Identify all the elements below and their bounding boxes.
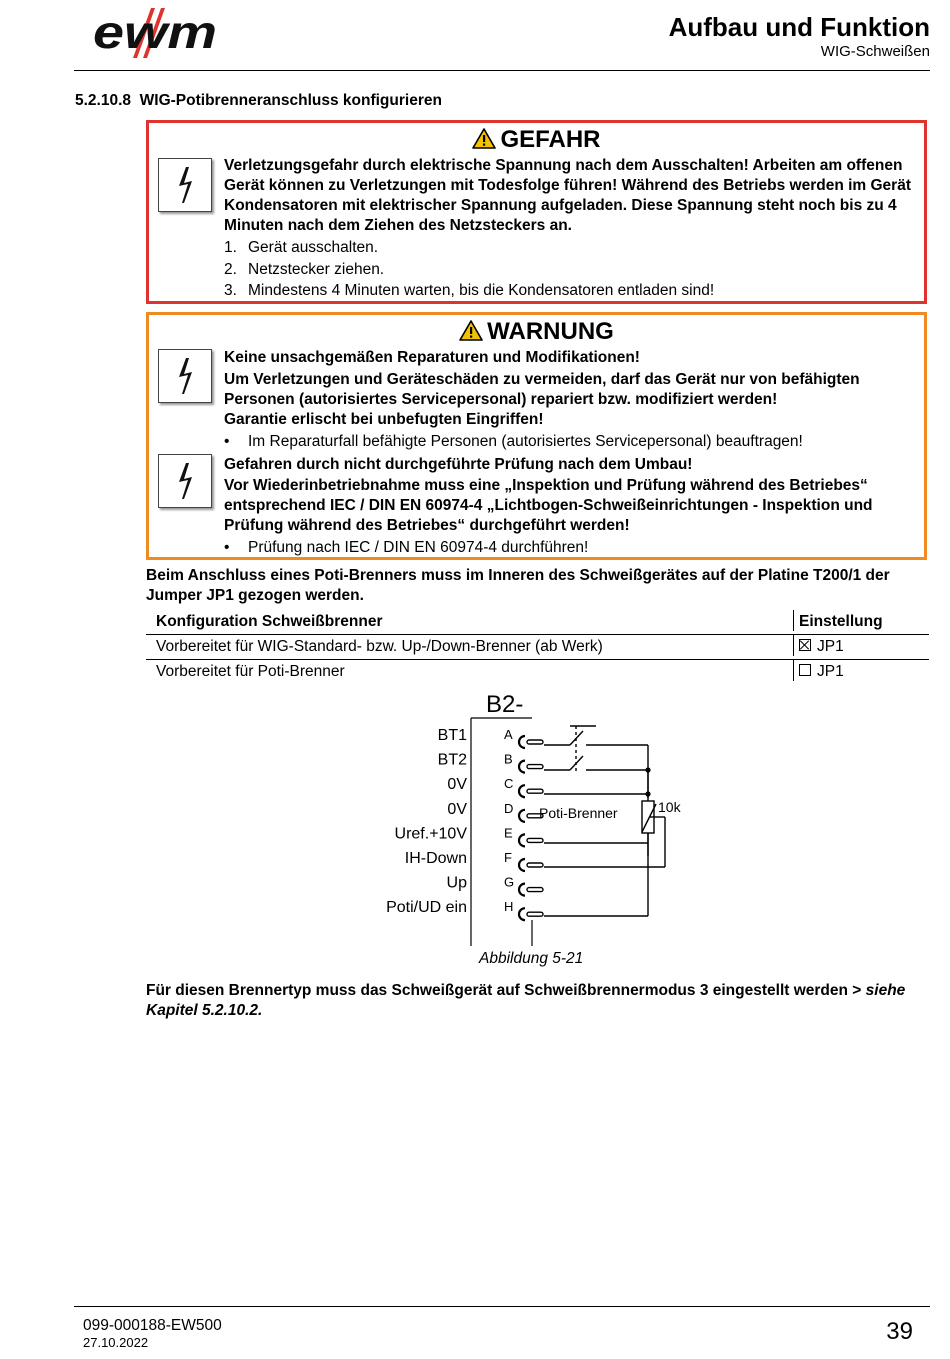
pin-socket [519, 859, 525, 871]
table-row [146, 660, 929, 684]
section-title: WIG-Potibrenneranschluss konfigurieren [139, 92, 442, 109]
pin-socket [519, 736, 525, 748]
table-header: Konfiguration Schweißbrenner [156, 613, 383, 630]
electric-shock-icon [158, 454, 212, 508]
doc-date: 27.10.2022 [83, 1335, 149, 1350]
ewm-logo [93, 4, 221, 62]
pin-plug [527, 863, 543, 867]
figure-caption: Abbildung 5-21 [479, 950, 584, 967]
step-number: 1. [224, 239, 237, 256]
pin-signal-label: IH-Down [404, 850, 467, 867]
warning-box [146, 312, 927, 560]
mode-note [146, 981, 926, 1021]
section-number: 5.2.10.8 [75, 92, 132, 109]
warning-bullet-1: • Im Reparaturfall befähigte Personen (autorisiertes Servicepersonal) beauftragen! [224, 433, 803, 450]
doc-number: 099-000188-EW500 [83, 1317, 222, 1334]
warning-heading-2: Gefahren durch nicht durchgeführte Prüfung nach dem Umbau! [224, 456, 693, 473]
danger-title [149, 126, 924, 154]
header-title: Aufbau und Funktion [668, 12, 930, 42]
pin-signal-label: BT2 [437, 751, 467, 769]
danger-box [146, 120, 927, 304]
chapter-link[interactable]: siehe Kapitel 5.2.10.2. [146, 982, 906, 1019]
pin-plug [527, 740, 543, 744]
connector-pins [386, 727, 543, 920]
warning-title [149, 318, 924, 346]
pin-signal-label: 0V [447, 776, 467, 794]
danger-step [224, 260, 384, 280]
bullet-text: Prüfung nach IEC / DIN EN 60974-4 durchführen! [248, 539, 589, 556]
warning-triangle-icon [459, 320, 483, 341]
torch-switches [544, 726, 665, 916]
warning-bullet-2: • Prüfung nach IEC / DIN EN 60974-4 durchführen! [224, 539, 589, 556]
warning-body-2: Vor Wiederinbetriebnahme muss eine „Inspektion und Prüfung während des Betriebes“ entsprechend IEC / DIN EN 60974-4 „Lichtbogen-Schweißeinrichtungen - Inspektion und Prüfung während des Betriebes“ durchgeführt werden! [224, 477, 873, 534]
table-row [146, 635, 929, 660]
config-table [146, 610, 929, 684]
pin-letter: A [504, 727, 513, 742]
danger-title-text: GEFAHR [500, 126, 601, 153]
pin-letter: G [504, 874, 515, 890]
pin-plug [527, 912, 543, 916]
table-cell-setting: JP1 [793, 635, 844, 656]
warning-heading-1: Keine unsachgemäßen Reparaturen und Modifikationen! [224, 349, 640, 366]
device-label: Poti-Brenner [539, 805, 618, 821]
logo-text: ewm [93, 6, 217, 58]
connector-label: B2- [486, 691, 524, 718]
step-text: Netzstecker ziehen. [248, 261, 385, 278]
danger-step [224, 238, 378, 258]
pin-letter: B [504, 751, 513, 767]
pin-letter: C [504, 776, 514, 792]
electric-shock-icon [158, 158, 212, 212]
step-text: Mindestens 4 Minuten warten, bis die Kondensatoren entladen sind! [248, 282, 715, 299]
table-header: Einstellung [793, 610, 883, 631]
electric-shock-icon [158, 349, 212, 403]
table-header-row [146, 610, 929, 635]
pin-letter: D [504, 800, 514, 816]
warning-body-1: Um Verletzungen und Geräteschäden zu vermeiden, darf das Gerät nur von befähigten Personen (autorisiertes Servicepersonal) repariert bzw. modifiziert werden! [224, 371, 860, 408]
step-number: 2. [224, 261, 237, 278]
header-subtitle: WIG-Schweißen [820, 43, 930, 60]
danger-step [224, 281, 714, 301]
checked-box-icon [799, 639, 811, 651]
section-heading [75, 92, 442, 110]
note-text: Für diesen Brennertyp muss das Schweißgerät auf Schweißbrennermodus 3 eingestellt werden > [146, 982, 862, 999]
table-cell-setting: JP1 [793, 660, 844, 681]
pin-socket [519, 884, 525, 896]
pin-plug [527, 888, 543, 892]
danger-heading: Verletzungsgefahr durch elektrische Spannung nach dem Ausschalten! Arbeiten am offenen Gerät können zu Verletzungen mit Todesfolge führen! Während des Betriebs werden im Gerät Kondensatoren mit elektrischer Spannung aufgeladen. Diese Spannung steht noch bis zu 4 Minuten nach dem Ziehen des Netzsteckers an. [224, 157, 911, 234]
pin-plug [527, 765, 543, 769]
table-cell-config: Vorbereitet für WIG-Standard- bzw. Up-/Down-Brenner (ab Werk) [156, 638, 603, 655]
pin-socket [519, 810, 525, 822]
step-number: 3. [224, 282, 237, 299]
pin-socket [519, 834, 525, 846]
pin-plug [527, 789, 543, 793]
pin-signal-label: Poti/UD ein [386, 899, 467, 917]
pin-signal-label: Up [446, 874, 467, 892]
page-number: 39 [886, 1318, 913, 1345]
pin-socket [519, 761, 525, 773]
warning-triangle-icon [472, 128, 496, 149]
pin-letter: E [504, 825, 513, 841]
wiring-diagram [380, 686, 710, 948]
unchecked-box-icon [799, 664, 811, 676]
pin-signal-label: 0V [447, 800, 467, 818]
pin-letter: F [504, 850, 512, 865]
warning-title-text: WARNUNG [487, 318, 614, 345]
footer-divider [74, 1306, 930, 1307]
intro-paragraph: Beim Anschluss eines Poti-Brenners muss im Inneren des Schweißgerätes auf der Platine T200/1 der Jumper JP1 gezogen werden. [146, 567, 890, 604]
pin-plug [527, 838, 543, 842]
resistor-value: 10k [658, 799, 681, 815]
pin-letter: H [504, 899, 514, 915]
warning-extra-1: Garantie erlischt bei unbefugten Eingriffen! [224, 411, 544, 428]
pin-signal-label: Uref.+10V [394, 825, 467, 843]
header-divider [74, 70, 930, 71]
pin-signal-label: BT1 [437, 727, 467, 744]
pin-socket [519, 785, 525, 797]
bullet-text: Im Reparaturfall befähigte Personen (autorisiertes Servicepersonal) beauftragen! [248, 433, 803, 450]
step-text: Gerät ausschalten. [248, 239, 379, 256]
pin-socket [519, 908, 525, 920]
table-cell-config: Vorbereitet für Poti-Brenner [156, 663, 345, 680]
